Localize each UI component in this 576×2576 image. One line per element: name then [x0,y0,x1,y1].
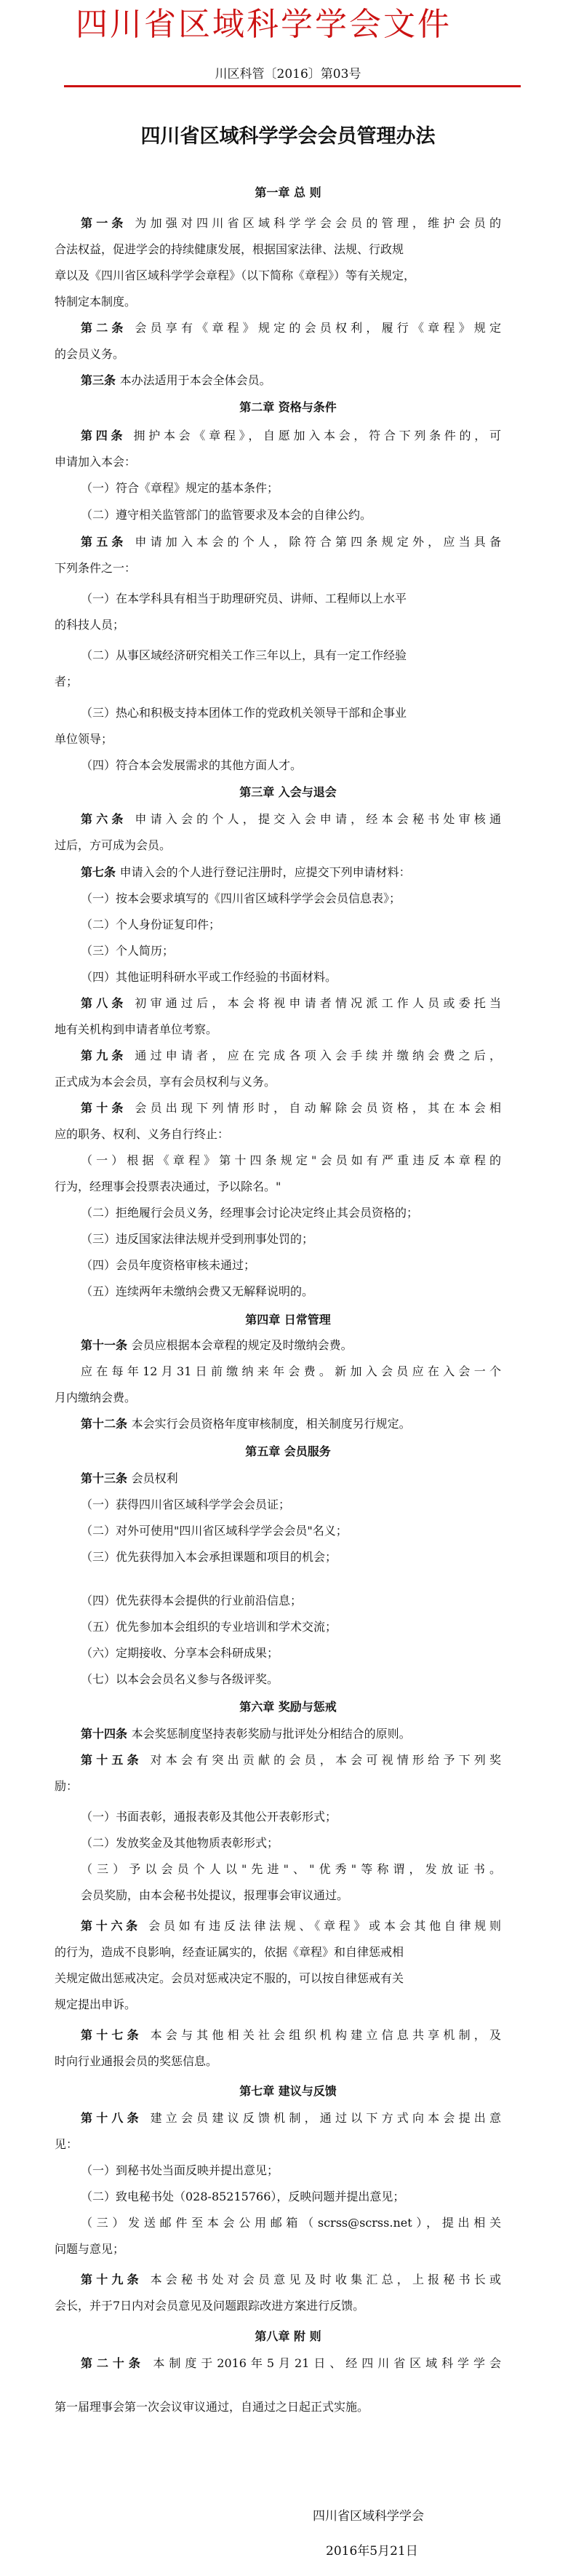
paragraph-line [81,1890,348,1901]
paragraph-line [81,971,337,983]
article-line [81,2030,501,2041]
line-text: 申请加入本会的个人，除符合第四条规定外，应当具备 [135,535,501,549]
paragraph-line [81,1864,501,1875]
paragraph-line [81,1207,418,1219]
article-label: 第八条 [81,996,135,1010]
line-text: 第一届理事会第一次会议审议通过，自通过之日起正式实施。 [55,2400,369,2414]
line-text: （一）获得四川省区域科学学会会员证； [81,1498,291,1511]
line-text: （二）从事区域经济研究相关工作三年以上，具有一定工作经验 [81,648,407,662]
line-text: （三）个人简历； [81,944,175,958]
paragraph-line [81,1837,279,1849]
article-line [81,2274,501,2286]
paragraph-line [81,2191,404,2203]
line-text: 拥护本会《章程》，自愿加入本会，符合下列条件的，可 [133,429,501,442]
header-divider [64,85,521,87]
line-text: （二）致电秘书处（028-85215766），反映问题并提出意见； [81,2190,405,2203]
line-text: （四）会员年度资格审核未通过； [81,1258,256,1272]
line-text: （六）定期接收、分享本会科研成果； [81,1646,279,1660]
line-text: 申请入会的个人进行登记注册时，应提交下列申请材料： [119,865,411,879]
paragraph-line [55,1129,229,1140]
article-line [81,2358,501,2369]
article-label: 第十七条 [81,2028,151,2042]
line-text: 月内缴纳会费。 [55,1391,137,1404]
line-text: （二）对外可使用"四川省区域科学学会会员"名义； [81,1524,348,1538]
line-text: 建立会员建议反馈机制，通过以下方式向本会提出意 [150,2111,501,2125]
paragraph-line [81,482,279,494]
line-text: 通过申请者，应在完成各项入会手续并缴纳会费之后， [135,1049,501,1062]
chapter-heading: 第七章 建议与反馈 [239,2084,337,2098]
line-text: 本会奖惩制度坚持表彰奖励与批评处分相结合的原则。 [131,1727,411,1741]
line-text: （二）遵守相关监管部门的监管要求及本会的自律公约。 [81,508,372,522]
line-text: 会员权利 [131,1471,178,1485]
article-line [81,1920,501,1932]
line-text: 会员如有违反法律法规、《章程》或本会其他自律规则 [148,1919,501,1933]
line-text: （一）根据《章程》第十四条规定"会员如有严重违反本章程的 [81,1153,501,1167]
line-text: 会员奖励，由本会秘书处提议，报理事会审议通过。 [81,1888,349,1902]
article-line [81,998,501,1009]
chapter-heading: 第六章 奖励与惩戒 [239,1700,337,1714]
paragraph-line [81,1621,337,1633]
line-text: 为加强对四川省区域科学学会会员的管理，维护会员的 [135,216,501,230]
paragraph-line [81,919,220,931]
paragraph-line [55,2139,78,2150]
article-line [81,1754,501,1766]
line-text: 问题与意见； [55,2242,125,2256]
line-text: 申请入会的个人，提交入会申请，经本会秘书处审核通 [135,812,501,826]
article-label: 第十三条 [81,1471,132,1485]
line-text: 本会实行会员资格年度审核制度，相关制度另行规定。 [131,1417,411,1431]
paragraph-line [55,562,136,574]
chapter-heading: 第八章 附 则 [255,2329,321,2343]
document-title: 四川省区域科学学会会员管理办法 [140,125,436,148]
paragraph-line [81,1260,255,1271]
line-text: 本制度于2016年5月21日、经四川省区域科学学会 [153,2356,501,2370]
article-label: 第三条 [81,373,120,387]
article-line [81,1050,501,1062]
article-line [81,1728,411,1740]
line-text: 规定提出申诉。 [55,1997,137,2011]
paragraph-line [81,707,407,719]
line-text: 时向行业通报会员的奖惩信息。 [55,2054,218,2068]
line-text: 初审通过后，本会将视申请者情况派工作人员或委托当 [135,996,501,1010]
paragraph-line [81,893,401,905]
line-text: 申请加入本会： [55,455,137,469]
line-text: 单位领导； [55,732,113,746]
line-text: （三）发送邮件至本会公用邮箱（scrss@scrss.net），提出相关 [81,2216,501,2230]
article-label: 第十八条 [81,2111,151,2125]
paragraph-line [81,593,407,605]
line-text: （二）个人身份证复印件； [81,918,221,931]
paragraph-line [55,456,136,468]
article-line [81,375,271,386]
paragraph-line [55,2056,217,2067]
chapter-heading: 第四章 日常管理 [245,1313,331,1327]
line-text: 见： [55,2137,79,2151]
line-text: 特制定本制度。 [55,295,137,309]
line-text: （二）发放奖金及其他物质表彰形式； [81,1836,279,1850]
article-line [81,2112,501,2124]
article-line [81,430,501,442]
chapter-heading: 第一章 总 则 [255,186,321,199]
line-text: 本会与其他相关社会组织机构建立信息共享机制，及 [150,2028,501,2042]
article-label: 第十条 [81,1101,135,1115]
line-text: 正式成为本会会员，享有会员权利与义务。 [55,1075,276,1089]
line-text: （一）符合《章程》规定的基本条件； [81,481,279,495]
line-text: 下列条件之一： [55,561,137,575]
article-line [81,536,501,548]
line-text: 会员享有《章程》规定的会员权利，履行《章程》规定 [135,321,501,335]
org-header-title: 四川省区域科学学会文件 [76,6,452,43]
chapter-heading: 第五章 会员服务 [245,1444,331,1458]
paragraph-line [81,509,372,521]
paragraph-line [55,1947,404,1958]
line-text: （五）优先参加本会组织的专业培训和学术交流； [81,1620,337,1634]
line-text: 过后，方可成为会员。 [55,838,172,852]
paragraph-line [55,1181,281,1193]
article-label: 第七条 [81,865,120,879]
paragraph-line [55,676,78,688]
line-text: （三）违反国家法律法规并受到刑事处罚的； [81,1232,314,1246]
line-text: （四）符合本会发展需求的其他方面人才。 [81,758,303,772]
paragraph-line [81,650,407,661]
paragraph-line [55,1781,78,1792]
article-label: 第六条 [81,812,135,826]
line-text: （三）予以会员个人以"先进"、"优秀"等称谓，发放证书。 [81,1862,501,1876]
article-line [81,867,411,878]
article-label: 第十一条 [81,1338,132,1352]
line-text: （三）热心和积极支持本团体工作的党政机关领导干部和企事业 [81,706,407,720]
line-text: （四）其他证明科研水平或工作经验的书面材料。 [81,970,337,984]
line-text: 会员出现下列情形时，自动解除会员资格，其在本会相 [135,1101,501,1115]
paragraph-line [55,1392,136,1404]
paragraph-line [55,1999,136,2011]
paragraph-line [81,1647,279,1659]
article-label: 第十二条 [81,1417,132,1431]
paragraph-line [81,1286,313,1297]
paragraph-line [55,1024,217,1035]
signature-date: 2016年5月21日 [326,2544,418,2559]
paragraph-line [81,2217,501,2229]
line-text: （三）优先获得加入本会承担课题和项目的机会； [81,1550,337,1564]
line-text: 章以及《四川省区域科学学会章程》（以下简称《章程》）等有关规定， [55,269,416,282]
paragraph-line [81,1595,302,1607]
line-text: 应的职务、权利、义务自行终止： [55,1127,230,1141]
paragraph-line [81,945,174,957]
paragraph-line [55,2401,369,2413]
paragraph-line [81,1366,501,1378]
paragraph-line [81,1674,279,1685]
line-text: 应在每年12月31日前缴纳来年会费。新加入会员应在入会一个 [81,1364,501,1378]
paragraph-line [55,619,124,631]
line-text: 本会秘书处对会员意见及时收集汇总，上报秘书长或 [150,2273,501,2286]
article-label: 第二条 [81,321,135,335]
paragraph-line [81,1811,337,1823]
chapter-heading: 第二章 资格与条件 [239,400,337,414]
article-line [81,1473,178,1484]
line-text: 行为，经理事会投票表决通过，予以除名。" [55,1180,281,1193]
article-label: 第五条 [81,535,135,549]
line-text: 合法权益，促进学会的持续健康发展，根据国家法律、法规、行政规 [55,242,404,256]
paragraph-line [55,296,136,308]
line-text: 地有关机构到申请者单位考察。 [55,1022,218,1036]
line-text: （四）优先获得本会提供的行业前沿信息； [81,1594,303,1607]
article-line [81,1102,501,1114]
line-text: （一）到秘书处当面反映并提出意见； [81,2163,279,2177]
article-label: 第九条 [81,1049,135,1062]
article-label: 第十四条 [81,1727,132,1741]
paragraph-line [55,2300,364,2312]
paragraph-line [55,734,113,745]
paragraph-line [55,349,124,360]
article-line [81,1340,353,1351]
article-label: 第二十条 [81,2356,153,2370]
paragraph-line [81,760,302,771]
document-number: 川区科管〔2016〕第03号 [215,67,361,82]
line-text: 关规定做出惩戒决定。会员对惩戒决定不服的，可以按自律惩戒有关 [55,1971,404,1985]
paragraph-line [55,2243,124,2255]
paragraph-line [55,1076,276,1088]
paragraph-line [55,1973,404,1984]
article-label: 第四条 [81,429,134,442]
paragraph-line [55,840,171,851]
paragraph-line [81,1233,313,1245]
line-text: （五）连续两年未缴纳会费又无解释说明的。 [81,1284,314,1298]
article-line [81,218,501,229]
chapter-heading: 第三章 入会与退会 [239,785,337,799]
line-text: （七）以本会会员名义参与各级评奖。 [81,1672,279,1686]
line-text: 的行为，造成不良影响，经查证属实的，依据《章程》和自律惩戒相 [55,1945,404,1959]
paragraph-line [81,1499,290,1511]
line-text: 会员应根据本会章程的规定及时缴纳会费。 [131,1338,353,1352]
paragraph-line [81,2165,279,2177]
paragraph-line [81,1551,337,1563]
line-text: （一）按本会要求填写的《四川省区域科学学会会员信息表》； [81,891,401,905]
article-label: 第一条 [81,216,135,230]
line-text: 者； [55,675,79,688]
paragraph-line [55,244,404,255]
article-label: 第十五条 [81,1753,151,1767]
line-text: （一）在本学科具有相当于助理研究员、讲师、工程师以上水平 [81,592,407,605]
line-text: 对本会有突出贡献的会员，本会可视情形给予下列奖 [150,1753,501,1767]
line-text: 励： [55,1779,79,1793]
paragraph-line [81,1525,348,1537]
line-text: （一）书面表彰，通报表彰及其他公开表彰形式； [81,1810,337,1824]
line-text: （二）拒绝履行会员义务，经理事会讨论决定终止其会员资格的； [81,1206,419,1220]
article-label: 第十六条 [81,1919,149,1933]
article-line [81,814,501,825]
line-text: 会长，并于7日内对会员意见及问题跟踪改进方案进行反馈。 [55,2299,365,2313]
line-text: 的科技人员； [55,618,125,632]
line-text: 的会员义务。 [55,347,125,361]
article-line [81,322,501,334]
line-text: 本办法适用于本会全体会员。 [119,373,271,387]
paragraph-line [55,270,415,282]
signature-organization: 四川省区域科学学会 [313,2509,424,2524]
paragraph-line [81,1155,501,1166]
article-line [81,1418,411,1430]
article-label: 第十九条 [81,2273,151,2286]
